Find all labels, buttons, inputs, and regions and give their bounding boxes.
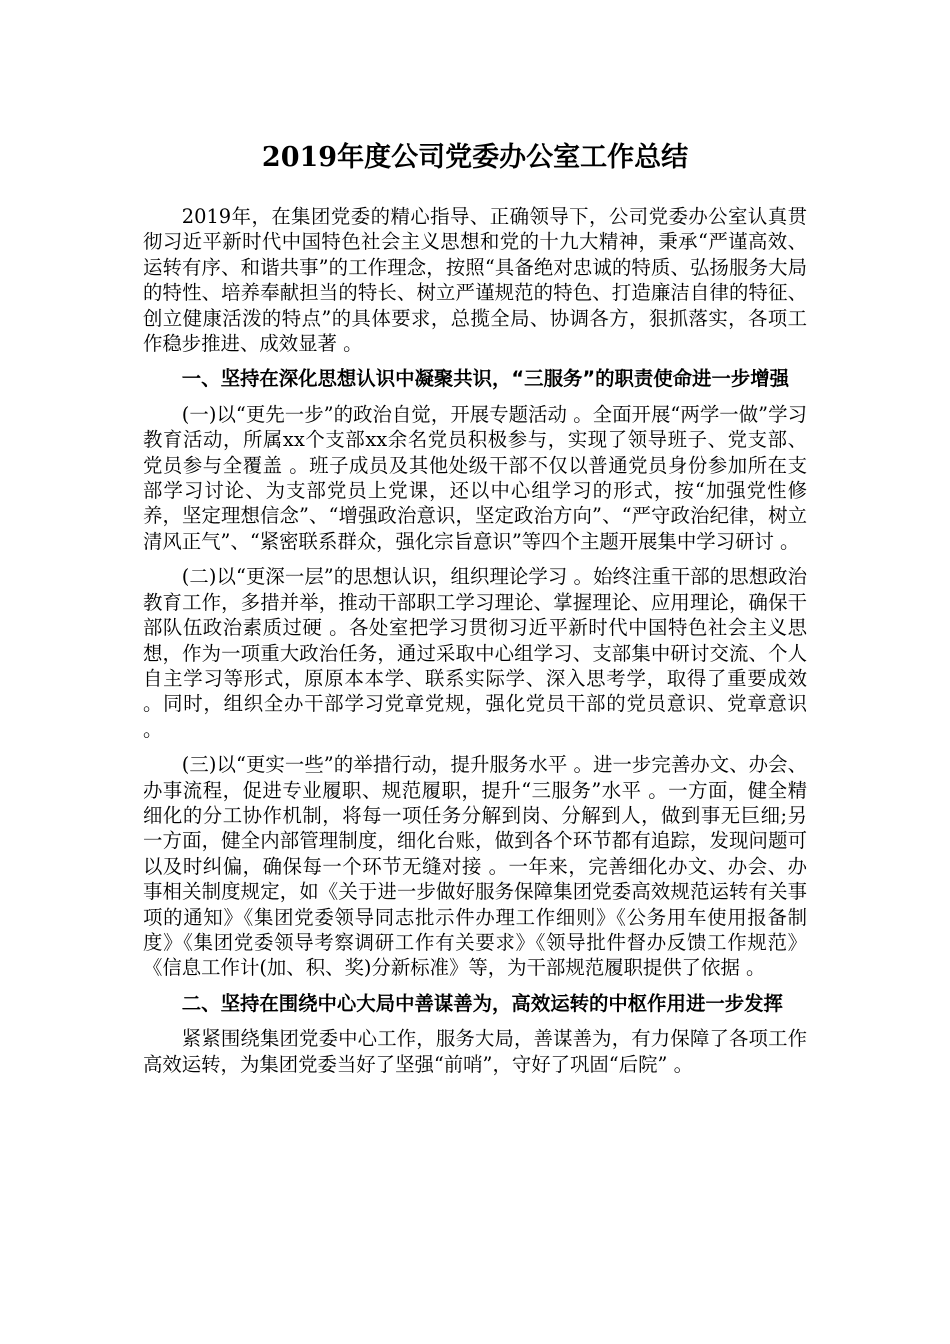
document-content [143, 140, 807, 1087]
section-heading-1: 一、坚持在深化思想认识中凝聚共识，“三服务”的职责使命进一步增强 [181, 367, 790, 391]
intro-paragraph: 2019年，在集团党委的精心指导、正确领导下，公司党委办公室认真贯彻习近平新时代中国特色社会主义思想和党的十九大精神，秉承“严谨高效、运转有序、和谐共事”的工作理念，按照“具备绝对忠诚的特质、弘扬服务大局的特性、培养奉献担当的特长、树立严谨规范的特色、打造廉洁自律的特征、创立健康活泼的特点”的具体要求，总揽全局、协调各方，狠抓落实，各项工作稳步推进、成效显著 。 [143, 205, 807, 356]
body-paragraph-1: (一)以“更先一步”的政治自觉，开展专题活动 。全面开展“两学一做”学习教育活动，所属xx个支部xx余名党员积极参与，实现了领导班子、党支部、党员参与全覆盖 。班子成员及其他处级干部不仅以普通党员身份参加所在支部学习讨论、为支部党员上党课，还以中心组学习的形式，按“加强党性修养，坚定理想信念”、“增强政治意识，坚定政治方向”、“严守政治纪律，树立清风正气”、“紧密联系群众，强化宗旨意识”等四个主题开展集中学习研讨 。 [143, 402, 807, 553]
document-title: 2019年度公司党委办公室工作总结 [261, 142, 689, 173]
body-paragraph-4: 紧紧围绕集团党委中心工作，服务大局，善谋善为，有力保障了各项工作高效运转，为集团党委当好了坚强“前哨”，守好了巩固“后院” 。 [143, 1027, 807, 1076]
body-paragraph-3: (三)以“更实一些”的举措行动，提升服务水平 。进一步完善办文、办会、办事流程，促进专业履职、规范履职，提升“三服务”水平 。一方面，健全精细化的分工协作机制，将每一项任务分解到岗、分解到人，做到事无巨细;另一方面，健全内部管理制度，细化台账，做到各个环节都有追踪，发现问题可以及时纠偏，确保每一个环节无缝对接 。一年来，完善细化办文、办会、办事相关制度规定，如《关于进一步做好服务保障集团党委高效规范运转有关事项的通知》《集团党委领导同志批示件办理工作细则》《公务用车使用报备制度》《集团党委领导考察调研工作有关要求》《领导批件督办反馈工作规范》《信息工作计(加、积、奖)分新标准》等，为干部规范履职提供了依据 。 [143, 753, 807, 980]
body-paragraph-2: (二)以“更深一层”的思想认识，组织理论学习 。始终注重干部的思想政治教育工作，多措并举，推动干部职工学习理论、掌握理论、应用理论，确保干部队伍政治素质过硬 。各处室把学习贯彻习近平新时代中国特色社会主义思想，作为一项重大政治任务，通过采取中心组学习、支部集中研讨交流、个人自主学习等形式，原原本本学、联系实际学、深入思考学，取得了重要成效 。同时，组织全办干部学习党章党规，强化党员干部的党员意识、党章意识 。 [143, 565, 807, 741]
section-heading-2: 二、坚持在围绕中心大局中善谋善为，高效运转的中枢作用进一步发挥 [181, 991, 783, 1015]
